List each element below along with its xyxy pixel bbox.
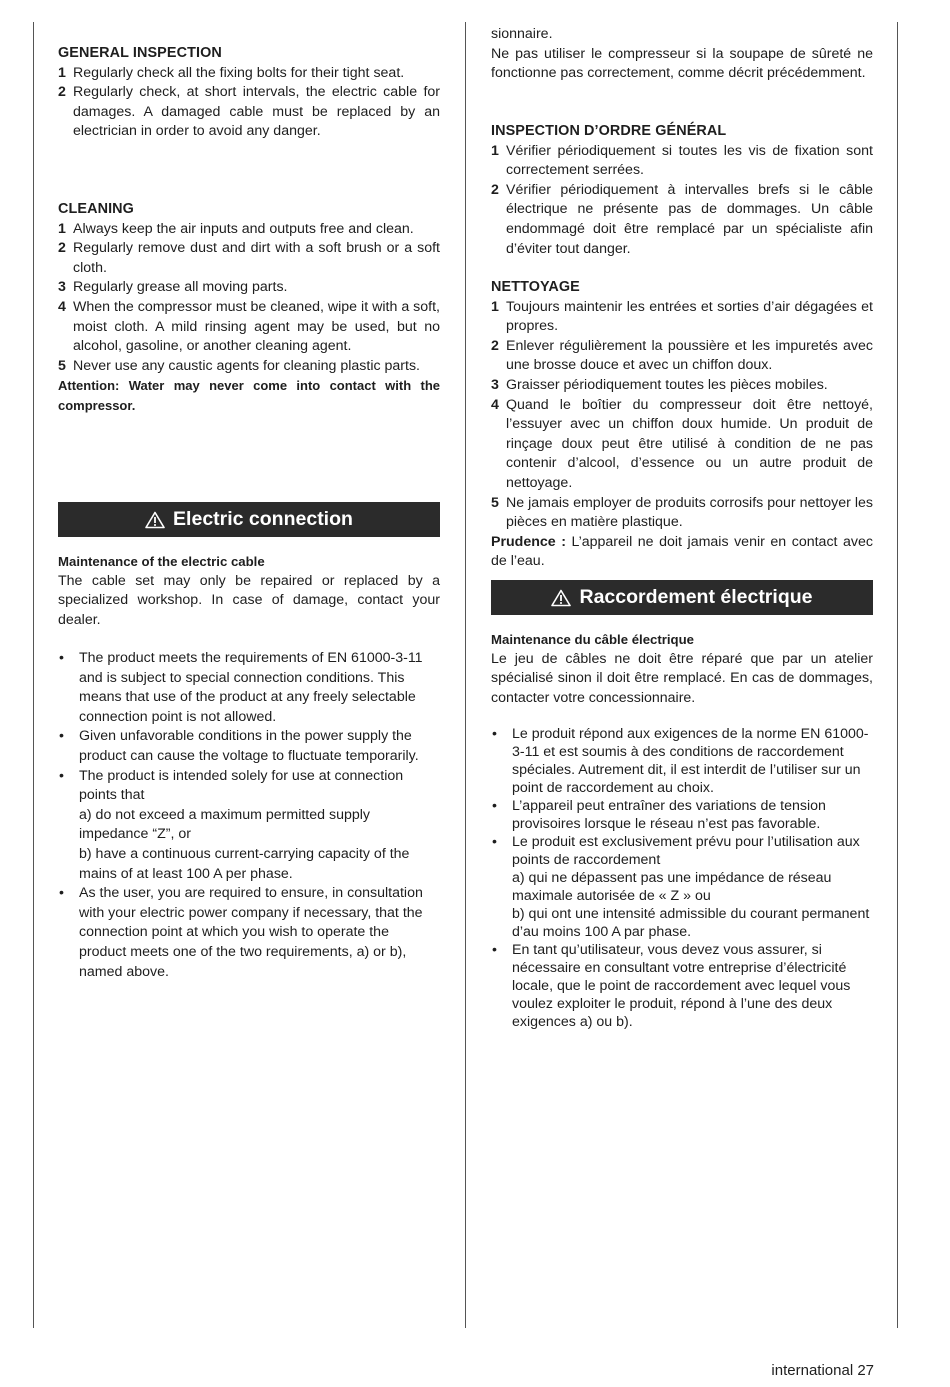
inspection-section <box>491 122 873 259</box>
list-item <box>491 833 873 941</box>
inspection-heading: INSPECTION D’ORDRE GÉNÉRAL <box>491 123 727 139</box>
bullet-text: • Le produit est exclusivement prévu pour l’utilisation aux points de raccordement <box>512 834 860 868</box>
list-item: 2 Vérifier périodiquement à intervalles brefs si le câble électrique ne présente pas de dommages. Un câble endommagé doit être remplacé par un spécialiste afin d’éviter tout danger. <box>491 181 873 257</box>
bullet-text: • The product is intended solely for use at connection points that <box>79 767 404 804</box>
list-item: 5 Ne jamais employer de produits corrosifs pour nettoyer les pièces en matière plastique. <box>491 494 873 531</box>
continued-text <box>491 25 873 84</box>
electric-cable-subheading: Maintenance of the electric cable <box>58 554 265 569</box>
list-item: • En tant qu’utilisateur, vous devez vous assurer, si nécessaire en consultant votre entreprise d’électricité locale, que le point de raccordement avec lequel vous voulez exploiter le produit, répond à l’une des deux exigences a) ou b). <box>491 941 873 1031</box>
general-inspection-list <box>58 64 440 142</box>
electric-connection-title: Electric connection <box>173 507 353 530</box>
nettoyage-list <box>491 298 873 533</box>
electric-requirements-list <box>58 649 440 982</box>
list-item: 2 Regularly check, at short intervals, the electric cable for damages. A damaged cable must be replaced by an electrician in order to avoid any danger. <box>58 84 440 140</box>
list-item: 1 Toujours maintenir les entrées et sorties d’air dégagées et propres. <box>491 298 873 335</box>
cable-maintenance-intro: Le jeu de câbles ne doit être réparé que par un atelier spécialisé sinon il doit être remplacé. En cas de dommages, contacter votre concessionnaire. <box>491 650 873 706</box>
bullet-subtext: b) qui ont une intensité admissible du courant permanent d’au moins 100 A par phase. <box>512 906 870 940</box>
list-item: 2 Enlever régulièrement la poussière et les impuretés avec une brosse douce et avec un chiffon doux. <box>491 337 873 374</box>
list-item: 5 Never use any caustic agents for cleaning plastic parts. <box>58 357 420 374</box>
cleaning-attention-note: Attention: Water may never come into contact with the compressor. <box>58 378 440 413</box>
general-inspection-heading: GENERAL INSPECTION <box>58 45 222 61</box>
list-item: • L’appareil peut entraîner des variations de tension provisoires lorsque le réseau n’est pas favorable. <box>491 797 873 833</box>
nettoyage-heading: NETTOYAGE <box>491 279 580 295</box>
list-item: • Le produit répond aux exigences de la norme EN 61000-3-11 et est soumis à des conditions de raccordement spéciales. Autrement dit, il est interdit de l’utiliser sur un point de raccordement au choix. <box>491 725 873 797</box>
list-item: • The product meets the requirements of EN 61000-3-11 and is subject to special connection conditions. This means that use of the product at any freely selectable connection point is not allowed. <box>58 649 440 727</box>
prudence-label: Prudence : <box>491 533 566 550</box>
right-margin-rule <box>897 22 898 1328</box>
list-item: 2 Regularly remove dust and dirt with a soft brush or a soft cloth. <box>58 240 440 276</box>
cleaning-heading: CLEANING <box>58 201 134 217</box>
list-item: • As the user, you are required to ensure, in consultation with your electric power company if necessary, that the connection point at which you wish to operate the product meets one of the two requirements, a) or b), named above. <box>58 884 440 982</box>
list-item: 4 When the compressor must be cleaned, wipe it with a soft, moist cloth. A mild rinsing agent may be used, but no alcohol, gasoline, or another cleaning agent. <box>58 298 440 355</box>
raccordement-requirements-list <box>491 725 873 1031</box>
cleaning-list <box>58 220 440 377</box>
electric-cable-intro: The cable set may only be repaired or replaced by a specialized workshop. In case of damage, contact your dealer. <box>58 572 440 628</box>
general-inspection-section <box>58 44 440 142</box>
warning-triangle-icon <box>551 589 571 607</box>
prudence-text: L’appareil ne doit jamais venir en contact avec de l’eau. <box>491 533 873 570</box>
bullet-subtext: b) have a continuous current-carrying capacity of the mains of at least 100 A per phase. <box>79 845 410 882</box>
list-item: 3 Graisser périodiquement toutes les pièces mobiles. <box>491 376 828 393</box>
list-item: 3 Regularly grease all moving parts. <box>58 279 288 296</box>
cable-maintenance-section <box>491 630 873 708</box>
center-column-rule <box>465 22 466 1328</box>
prudence-note <box>491 533 873 572</box>
bullet-subtext: a) do not exceed a maximum permitted supply impedance “Z”, or <box>79 806 370 843</box>
list-item: 1 Regularly check all the fixing bolts for their tight seat. <box>58 64 405 81</box>
safety-valve-note: Ne pas utiliser le compresseur si la soupape de sûreté ne fonctionne pas correctement, comme décrit précédemment. <box>491 45 873 82</box>
continued-line: sionnaire. <box>491 26 553 42</box>
list-item: 1 Vérifier périodiquement si toutes les vis de fixation sont correctement serrées. <box>491 142 873 179</box>
warning-triangle-icon <box>145 511 165 529</box>
raccordement-title: Raccordement électrique <box>579 585 813 608</box>
electric-cable-section <box>58 552 440 630</box>
page-footer: international 27 <box>771 1362 874 1379</box>
inspection-list <box>491 142 873 260</box>
left-margin-rule <box>33 22 34 1328</box>
bullet-subtext: a) qui ne dépassent pas une impédance de réseau maximale autorisée de « Z » ou <box>512 870 832 904</box>
nettoyage-section <box>491 278 873 572</box>
list-item: 1 Always keep the air inputs and outputs free and clean. <box>58 220 414 237</box>
raccordement-banner <box>491 580 873 615</box>
cleaning-section <box>58 200 440 416</box>
list-item <box>58 767 440 885</box>
list-item: 4 Quand le boîtier du compresseur doit être nettoyé, l’essuyer avec un chiffon doux humide. Un produit de rinçage doux peut être utilisé à condition de ne pas contenir d’alcool, d’essence ou un autre produit de nettoyage. <box>491 396 873 491</box>
cable-maintenance-subheading: Maintenance du câble électrique <box>491 632 695 647</box>
electric-connection-banner <box>58 502 440 537</box>
list-item: • Given unfavorable conditions in the power supply the product can cause the voltage to fluctuate temporarily. <box>58 727 440 766</box>
